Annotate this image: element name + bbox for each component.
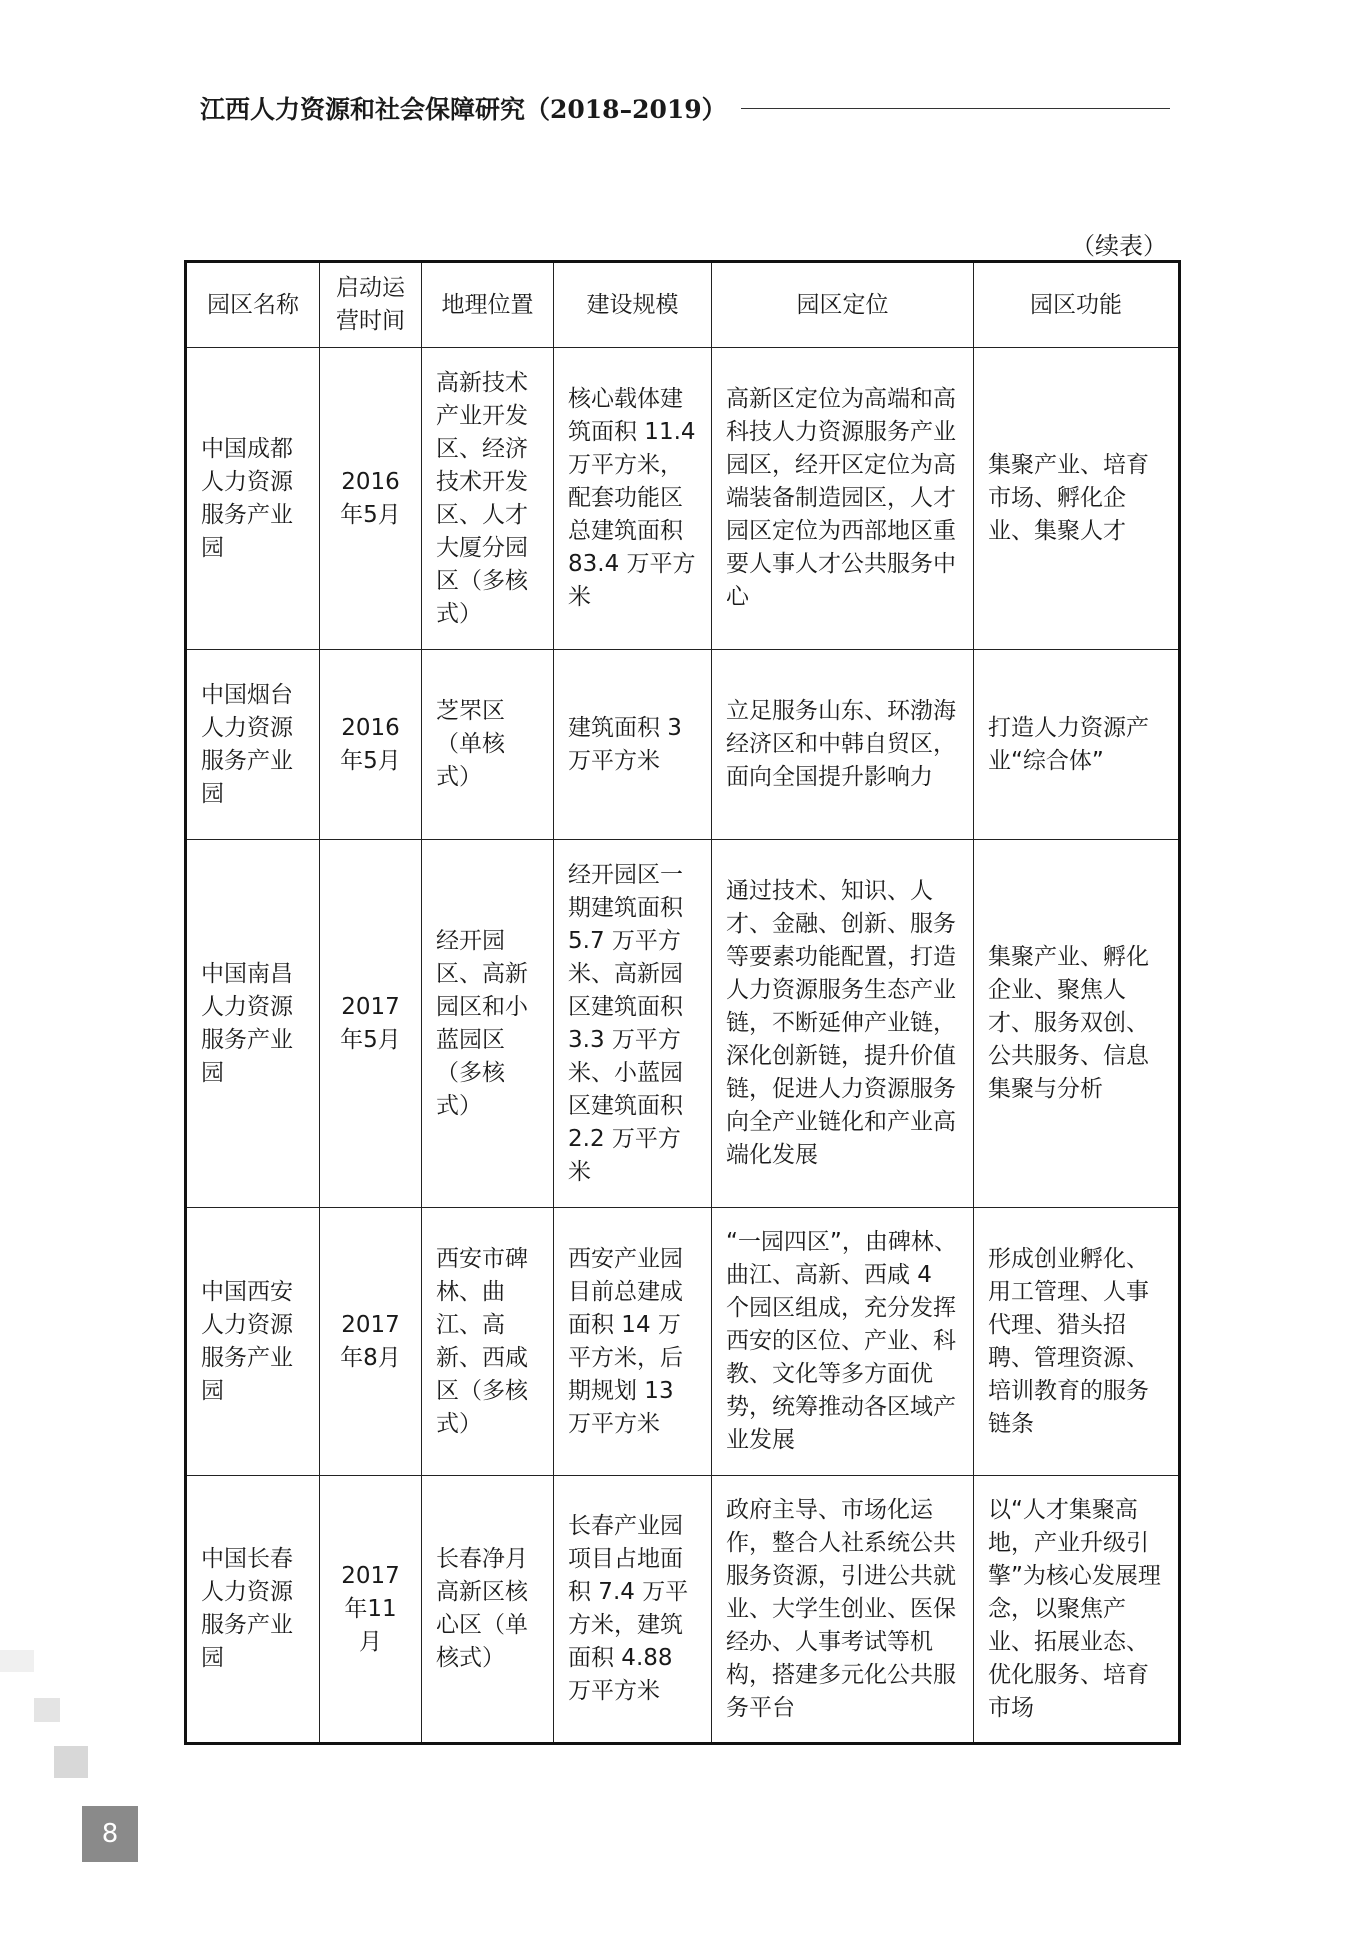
park-function: 打造人力资源产业“综合体”: [974, 650, 1180, 840]
park-scale: 西安产业园目前总建成面积 14 万平方米，后期规划 13 万平方米: [554, 1208, 712, 1476]
table-row: [186, 1208, 1180, 1476]
table-row: [186, 348, 1180, 650]
decorative-square: [54, 1746, 88, 1778]
header-rule: [741, 108, 1170, 109]
park-location: 芝罘区（单核式）: [422, 650, 554, 840]
park-scale: 长春产业园项目占地面积 7.4 万平方米，建筑面积 4.88 万平方米: [554, 1476, 712, 1744]
running-header-title: 江西人力资源和社会保障研究（2018–2019）: [200, 95, 727, 124]
park-name: 中国长春人力资源服务产业园: [186, 1476, 320, 1744]
column-header-time: 启动运营时间: [320, 262, 422, 348]
park-name: 中国西安人力资源服务产业园: [186, 1208, 320, 1476]
park-location: 西安市碑林、曲江、高新、西咸区（多核式）: [422, 1208, 554, 1476]
launch-time: 2016年5月: [320, 650, 422, 840]
park-function: 以“人才集聚高地，产业升级引擎”为核心发展理念，以聚焦产业、拓展业态、优化服务、培育市场: [974, 1476, 1180, 1744]
industrial-park-table: [184, 260, 1181, 1745]
table-header-row: [186, 262, 1180, 348]
park-positioning: 高新区定位为高端和高科技人力资源服务产业园区，经开区定位为高端装备制造园区，人才园区定位为西部地区重要人事人才公共服务中心: [712, 348, 974, 650]
table-row: [186, 1476, 1180, 1744]
column-header-scale: 建设规模: [554, 262, 712, 348]
launch-time: 2017年11月: [320, 1476, 422, 1744]
park-name: 中国成都人力资源服务产业园: [186, 348, 320, 650]
park-name: 中国烟台人力资源服务产业园: [186, 650, 320, 840]
park-positioning: 通过技术、知识、人才、金融、创新、服务等要素功能配置，打造人力资源服务生态产业链，不断延伸产业链，深化创新链，提升价值链，促进人力资源服务向全产业链化和产业高端化发展: [712, 840, 974, 1208]
park-positioning: “一园四区”，由碑林、曲江、高新、西咸 4 个园区组成，充分发挥西安的区位、产业、科教、文化等多方面优势，统筹推动各区域产业发展: [712, 1208, 974, 1476]
column-header-function: 园区功能: [974, 262, 1180, 348]
park-positioning: 政府主导、市场化运作，整合人社系统公共服务资源，引进公共就业、大学生创业、医保经办、人事考试等机构，搭建多元化公共服务平台: [712, 1476, 974, 1744]
park-function: 集聚产业、孵化企业、聚焦人才、服务双创、公共服务、信息集聚与分析: [974, 840, 1180, 1208]
launch-time: 2016年5月: [320, 348, 422, 650]
column-header-positioning: 园区定位: [712, 262, 974, 348]
decorative-square: [0, 1650, 34, 1672]
running-header: [200, 88, 1170, 128]
launch-time: 2017年5月: [320, 840, 422, 1208]
park-scale: 建筑面积 3 万平方米: [554, 650, 712, 840]
park-function: 集聚产业、培育市场、孵化企业、集聚人才: [974, 348, 1180, 650]
park-scale: 经开园区一期建筑面积 5.7 万平方米、高新园区建筑面积 3.3 万平方米、小蓝园区建筑面积 2.2 万平方米: [554, 840, 712, 1208]
column-header-location: 地理位置: [422, 262, 554, 348]
park-location: 经开园区、高新园区和小蓝园区（多核式）: [422, 840, 554, 1208]
table-row: [186, 650, 1180, 840]
park-positioning: 立足服务山东、环渤海经济区和中韩自贸区，面向全国提升影响力: [712, 650, 974, 840]
page-number: 8: [82, 1806, 138, 1862]
park-scale: 核心载体建筑面积 11.4 万平方米，配套功能区总建筑面积 83.4 万平方米: [554, 348, 712, 650]
park-location: 高新技术产业开发区、经济技术开发区、人才大厦分园区（多核式）: [422, 348, 554, 650]
continued-table-label: （续表）: [1071, 232, 1167, 260]
table-row: [186, 840, 1180, 1208]
park-name: 中国南昌人力资源服务产业园: [186, 840, 320, 1208]
launch-time: 2017年8月: [320, 1208, 422, 1476]
column-header-name: 园区名称: [186, 262, 320, 348]
decorative-square: [34, 1698, 60, 1722]
park-function: 形成创业孵化、用工管理、人事代理、猎头招聘、管理资源、培训教育的服务链条: [974, 1208, 1180, 1476]
park-location: 长春净月高新区核心区（单核式）: [422, 1476, 554, 1744]
